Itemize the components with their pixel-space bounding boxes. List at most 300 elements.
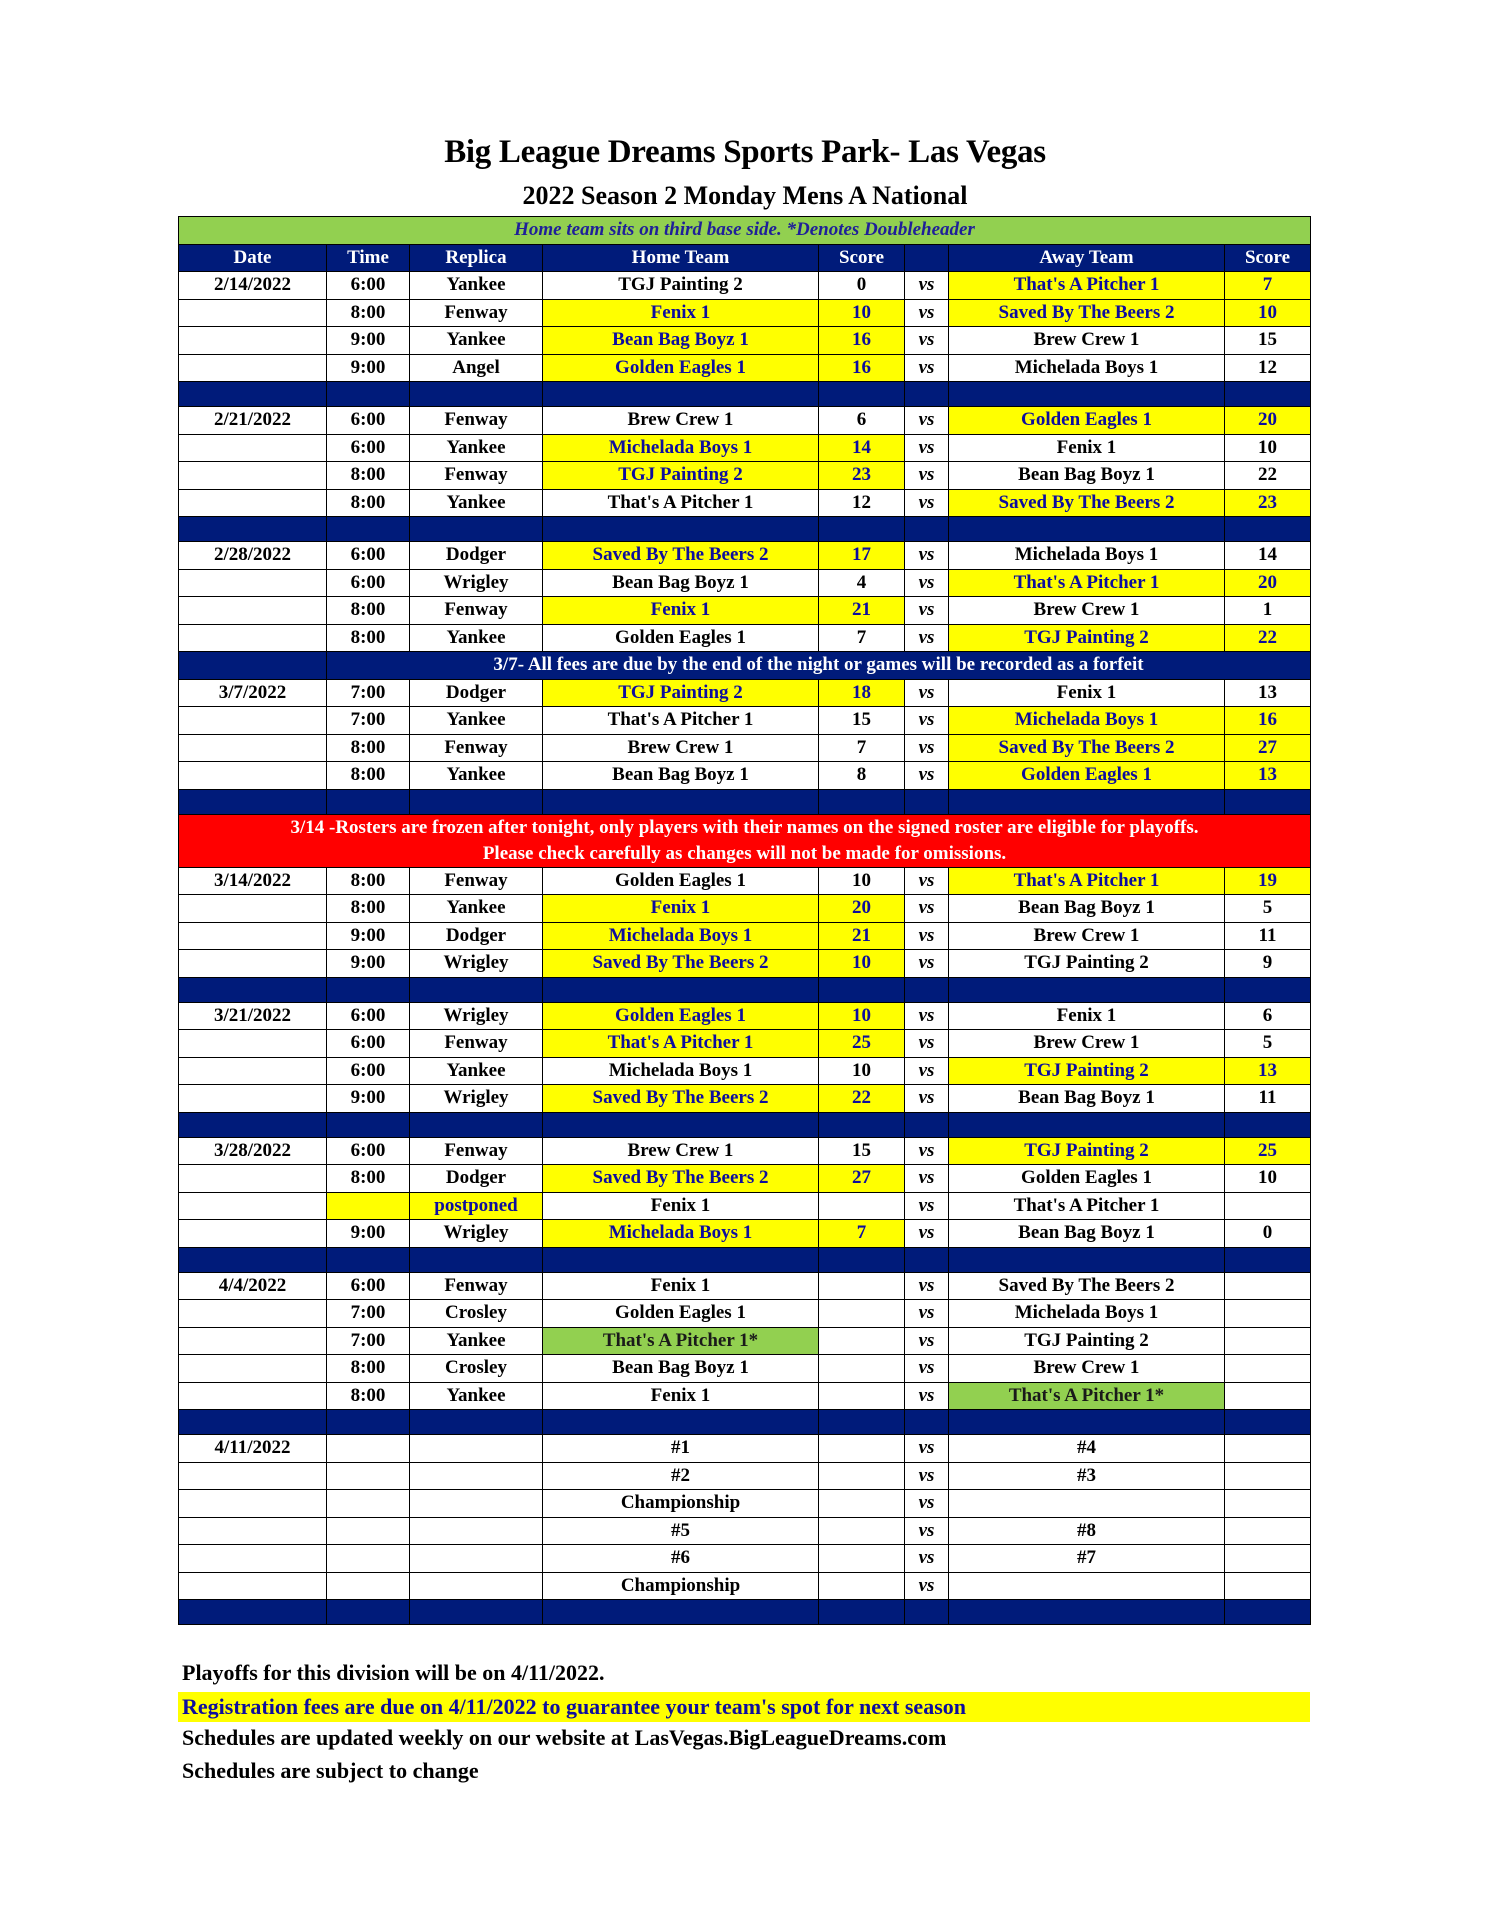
vs-label: vs (905, 597, 949, 625)
home-team: Brew Crew 1 (543, 1137, 819, 1165)
game-date (179, 1545, 327, 1573)
game-field: Fenway (410, 597, 543, 625)
divider-cell (543, 789, 819, 814)
game-date (179, 1572, 327, 1600)
game-row (179, 569, 1311, 597)
away-team: Brew Crew 1 (949, 1355, 1225, 1383)
game-row (179, 597, 1311, 625)
away-score (1225, 1545, 1311, 1573)
away-team: Saved By The Beers 2 (949, 734, 1225, 762)
vs-label: vs (905, 462, 949, 490)
away-team: Saved By The Beers 2 (949, 1272, 1225, 1300)
divider-cell (905, 382, 949, 407)
vs-label: vs (905, 489, 949, 517)
home-team: Saved By The Beers 2 (543, 542, 819, 570)
game-field (410, 1545, 543, 1573)
game-time: 8:00 (327, 762, 410, 790)
divider-cell (1225, 789, 1311, 814)
away-team: Bean Bag Boyz 1 (949, 1220, 1225, 1248)
game-time: 7:00 (327, 1300, 410, 1328)
game-date (179, 1490, 327, 1518)
game-time (327, 1517, 410, 1545)
vs-label: vs (905, 922, 949, 950)
away-score (1225, 1517, 1311, 1545)
game-date (179, 597, 327, 625)
vs-label: vs (905, 895, 949, 923)
divider-cell (1225, 1247, 1311, 1272)
away-team: Brew Crew 1 (949, 327, 1225, 355)
away-team: That's A Pitcher 1* (949, 1382, 1225, 1410)
away-team: Bean Bag Boyz 1 (949, 462, 1225, 490)
divider-cell (1225, 517, 1311, 542)
game-row (179, 1165, 1311, 1193)
away-score (1225, 1300, 1311, 1328)
home-team: Championship (543, 1572, 819, 1600)
away-score: 10 (1225, 434, 1311, 462)
game-time: 8:00 (327, 1382, 410, 1410)
divider-cell (543, 382, 819, 407)
game-field: Dodger (410, 679, 543, 707)
game-time: 8:00 (327, 597, 410, 625)
game-date: 3/21/2022 (179, 1002, 327, 1030)
alert-row (179, 814, 1311, 867)
home-team: Brew Crew 1 (543, 734, 819, 762)
vs-label: vs (905, 1545, 949, 1573)
vs-label: vs (905, 734, 949, 762)
divider-cell (949, 1410, 1225, 1435)
alert-line-2: Please check carefully as changes will not be made for omissions. (482, 842, 1007, 864)
home-score (819, 1462, 905, 1490)
home-team: That's A Pitcher 1 (543, 1030, 819, 1058)
game-row (179, 922, 1311, 950)
home-score: 18 (819, 679, 905, 707)
home-team: Fenix 1 (543, 1192, 819, 1220)
game-time (327, 1545, 410, 1573)
home-score: 27 (819, 1165, 905, 1193)
vs-label: vs (905, 1057, 949, 1085)
header-time: Time (327, 244, 410, 272)
home-team: Bean Bag Boyz 1 (543, 569, 819, 597)
home-team: That's A Pitcher 1 (543, 707, 819, 735)
game-row (179, 542, 1311, 570)
home-team: Golden Eagles 1 (543, 867, 819, 895)
home-score (819, 1382, 905, 1410)
home-team: Golden Eagles 1 (543, 1002, 819, 1030)
header-date: Date (179, 244, 327, 272)
home-score: 15 (819, 707, 905, 735)
game-field: Fenway (410, 867, 543, 895)
game-field: Dodger (410, 1165, 543, 1193)
playoffs-note: Playoffs for this division will be on 4/11/2022. (182, 1660, 605, 1685)
game-date (179, 734, 327, 762)
home-score: 4 (819, 569, 905, 597)
home-team: Golden Eagles 1 (543, 624, 819, 652)
game-date (179, 624, 327, 652)
game-row (179, 895, 1311, 923)
divider-cell (179, 1600, 327, 1625)
game-time: 6:00 (327, 1030, 410, 1058)
away-team: Michelada Boys 1 (949, 354, 1225, 382)
home-score (819, 1300, 905, 1328)
game-row (179, 1355, 1311, 1383)
away-score: 11 (1225, 922, 1311, 950)
game-field: Dodger (410, 922, 543, 950)
divider-cell (543, 1112, 819, 1137)
vs-label: vs (905, 407, 949, 435)
roster-freeze-alert (179, 814, 1311, 867)
vs-label: vs (905, 1490, 949, 1518)
page-title: Big League Dreams Sports Park- Las Vegas (444, 134, 1046, 170)
week-divider (179, 1247, 1311, 1272)
away-score: 25 (1225, 1137, 1311, 1165)
header-home-team: Home Team (543, 244, 819, 272)
home-score: 6 (819, 407, 905, 435)
game-field: Wrigley (410, 1002, 543, 1030)
vs-label: vs (905, 1382, 949, 1410)
divider-cell (1225, 1600, 1311, 1625)
week-divider (179, 382, 1311, 407)
game-date (179, 1327, 327, 1355)
header-away-score: Score (1225, 244, 1311, 272)
game-time: 6:00 (327, 1272, 410, 1300)
away-score: 7 (1225, 272, 1311, 300)
vs-label: vs (905, 354, 949, 382)
away-score: 20 (1225, 407, 1311, 435)
game-time: 9:00 (327, 327, 410, 355)
divider-cell (543, 517, 819, 542)
game-field: Yankee (410, 624, 543, 652)
game-date (179, 1030, 327, 1058)
away-score: 19 (1225, 867, 1311, 895)
game-time: 6:00 (327, 1002, 410, 1030)
home-score: 8 (819, 762, 905, 790)
divider-cell (905, 977, 949, 1002)
game-field: Dodger (410, 542, 543, 570)
game-date (179, 950, 327, 978)
vs-label: vs (905, 1435, 949, 1463)
home-score: 17 (819, 542, 905, 570)
game-time: 6:00 (327, 1137, 410, 1165)
game-time: 8:00 (327, 462, 410, 490)
divider-cell (179, 1112, 327, 1137)
game-time: 8:00 (327, 895, 410, 923)
away-score (1225, 1192, 1311, 1220)
home-team: Fenix 1 (543, 597, 819, 625)
game-row (179, 407, 1311, 435)
game-time (327, 1192, 410, 1220)
divider-cell (179, 789, 327, 814)
divider-cell (819, 1410, 905, 1435)
vs-label: vs (905, 327, 949, 355)
game-row (179, 1382, 1311, 1410)
divider-cell (410, 517, 543, 542)
away-score: 20 (1225, 569, 1311, 597)
game-time: 8:00 (327, 489, 410, 517)
away-score: 22 (1225, 624, 1311, 652)
game-date (179, 922, 327, 950)
game-time: 7:00 (327, 679, 410, 707)
divider-cell (905, 1410, 949, 1435)
divider-cell (410, 1112, 543, 1137)
divider-cell (327, 1410, 410, 1435)
week-divider (179, 1112, 1311, 1137)
game-row (179, 462, 1311, 490)
divider-cell (179, 517, 327, 542)
header-vs (905, 244, 949, 272)
game-row (179, 1435, 1311, 1463)
vs-label: vs (905, 1517, 949, 1545)
game-time: 7:00 (327, 707, 410, 735)
divider-cell (819, 1600, 905, 1625)
game-time (327, 1462, 410, 1490)
game-time: 9:00 (327, 1220, 410, 1248)
game-date: 3/28/2022 (179, 1137, 327, 1165)
game-date (179, 434, 327, 462)
home-score (819, 1327, 905, 1355)
game-date (179, 1192, 327, 1220)
game-date (179, 707, 327, 735)
away-score: 12 (1225, 354, 1311, 382)
vs-label: vs (905, 1220, 949, 1248)
vs-label: vs (905, 762, 949, 790)
divider-cell (410, 1247, 543, 1272)
game-date: 3/7/2022 (179, 679, 327, 707)
home-score: 7 (819, 734, 905, 762)
home-score (819, 1545, 905, 1573)
game-row (179, 867, 1311, 895)
home-team: Michelada Boys 1 (543, 1220, 819, 1248)
game-field: Yankee (410, 434, 543, 462)
game-time: 6:00 (327, 569, 410, 597)
divider-cell (410, 382, 543, 407)
away-team (949, 1572, 1225, 1600)
home-score: 7 (819, 624, 905, 652)
game-row (179, 762, 1311, 790)
divider-cell (327, 382, 410, 407)
divider-cell (327, 789, 410, 814)
away-team: Bean Bag Boyz 1 (949, 1085, 1225, 1113)
home-team: Bean Bag Boyz 1 (543, 762, 819, 790)
home-score: 12 (819, 489, 905, 517)
home-score: 25 (819, 1030, 905, 1058)
game-field: Angel (410, 354, 543, 382)
home-team: Fenix 1 (543, 1272, 819, 1300)
game-date (179, 299, 327, 327)
game-row (179, 734, 1311, 762)
divider-cell (905, 1112, 949, 1137)
vs-label: vs (905, 1572, 949, 1600)
away-team: Saved By The Beers 2 (949, 489, 1225, 517)
home-team: Michelada Boys 1 (543, 434, 819, 462)
away-team: Michelada Boys 1 (949, 542, 1225, 570)
game-field: Fenway (410, 1030, 543, 1058)
divider-cell (179, 382, 327, 407)
vs-label: vs (905, 707, 949, 735)
game-time: 9:00 (327, 1085, 410, 1113)
vs-label: vs (905, 434, 949, 462)
game-date (179, 569, 327, 597)
home-score (819, 1272, 905, 1300)
divider-cell (543, 977, 819, 1002)
game-row (179, 624, 1311, 652)
week-divider (179, 977, 1311, 1002)
game-time: 8:00 (327, 867, 410, 895)
game-time: 8:00 (327, 624, 410, 652)
away-score: 23 (1225, 489, 1311, 517)
away-score: 16 (1225, 707, 1311, 735)
away-score (1225, 1327, 1311, 1355)
vs-label: vs (905, 950, 949, 978)
home-team: Fenix 1 (543, 895, 819, 923)
game-field: Fenway (410, 734, 543, 762)
divider-cell (543, 1600, 819, 1625)
game-field (410, 1435, 543, 1463)
change-note: Schedules are subject to change (182, 1758, 479, 1783)
header-replica: Replica (410, 244, 543, 272)
header-row (179, 244, 1311, 272)
game-row (179, 1057, 1311, 1085)
vs-label: vs (905, 542, 949, 570)
divider-cell (179, 1410, 327, 1435)
divider-cell (179, 1247, 327, 1272)
home-score: 10 (819, 1002, 905, 1030)
home-score: 7 (819, 1220, 905, 1248)
away-team: That's A Pitcher 1 (949, 1192, 1225, 1220)
divider-cell (819, 789, 905, 814)
away-score (1225, 1462, 1311, 1490)
away-team: TGJ Painting 2 (949, 950, 1225, 978)
game-time: 6:00 (327, 1057, 410, 1085)
game-row (179, 1137, 1311, 1165)
announcement-row (179, 652, 1311, 680)
game-row (179, 1272, 1311, 1300)
game-date (179, 762, 327, 790)
game-field: Crosley (410, 1300, 543, 1328)
game-time: 8:00 (327, 1355, 410, 1383)
game-row (179, 1572, 1311, 1600)
game-row (179, 1300, 1311, 1328)
away-team: TGJ Painting 2 (949, 624, 1225, 652)
vs-label: vs (905, 1002, 949, 1030)
away-team: Brew Crew 1 (949, 597, 1225, 625)
home-score: 20 (819, 895, 905, 923)
registration-note: Registration fees are due on 4/11/2022 to guarantee your team's spot for next season (178, 1692, 1310, 1722)
game-field: Yankee (410, 895, 543, 923)
home-team: TGJ Painting 2 (543, 462, 819, 490)
vs-label: vs (905, 679, 949, 707)
game-field: Fenway (410, 407, 543, 435)
header-home-score: Score (819, 244, 905, 272)
vs-label: vs (905, 867, 949, 895)
away-score (1225, 1382, 1311, 1410)
game-date (179, 489, 327, 517)
home-score: 10 (819, 299, 905, 327)
game-date (179, 1085, 327, 1113)
week-divider (179, 789, 1311, 814)
away-team: Fenix 1 (949, 434, 1225, 462)
game-row (179, 1030, 1311, 1058)
home-team: Championship (543, 1490, 819, 1518)
vs-label: vs (905, 624, 949, 652)
divider-cell (543, 1247, 819, 1272)
game-row (179, 489, 1311, 517)
divider-cell (905, 789, 949, 814)
home-score (819, 1517, 905, 1545)
home-team: TGJ Painting 2 (543, 679, 819, 707)
away-score: 15 (1225, 327, 1311, 355)
away-score: 27 (1225, 734, 1311, 762)
away-team: Fenix 1 (949, 1002, 1225, 1030)
game-time (327, 1490, 410, 1518)
game-field: Wrigley (410, 569, 543, 597)
home-team: Michelada Boys 1 (543, 1057, 819, 1085)
vs-label: vs (905, 1300, 949, 1328)
vs-label: vs (905, 1085, 949, 1113)
away-score: 5 (1225, 1030, 1311, 1058)
home-team: #1 (543, 1435, 819, 1463)
away-team: #8 (949, 1517, 1225, 1545)
away-team: TGJ Painting 2 (949, 1137, 1225, 1165)
vs-label: vs (905, 1165, 949, 1193)
game-date (179, 1462, 327, 1490)
divider-cell (543, 1410, 819, 1435)
vs-label: vs (905, 1327, 949, 1355)
game-row (179, 1192, 1311, 1220)
home-team: Michelada Boys 1 (543, 922, 819, 950)
game-field: Yankee (410, 1327, 543, 1355)
website-note: Schedules are updated weekly on our website at LasVegas.BigLeagueDreams.com (182, 1725, 947, 1750)
game-row (179, 1517, 1311, 1545)
vs-label: vs (905, 1192, 949, 1220)
game-row (179, 1545, 1311, 1573)
game-field (410, 1490, 543, 1518)
game-field: postponed (410, 1192, 543, 1220)
divider-cell (949, 789, 1225, 814)
page-subtitle: 2022 Season 2 Monday Mens A National (522, 181, 968, 210)
game-field (410, 1572, 543, 1600)
game-date (179, 1300, 327, 1328)
away-team: That's A Pitcher 1 (949, 569, 1225, 597)
away-score (1225, 1490, 1311, 1518)
home-score: 23 (819, 462, 905, 490)
fee-announcement: 3/7- All fees are due by the end of the night or games will be recorded as a forfeit (327, 652, 1311, 680)
game-field: Wrigley (410, 1220, 543, 1248)
vs-label: vs (905, 299, 949, 327)
divider-cell (949, 382, 1225, 407)
away-score (1225, 1355, 1311, 1383)
divider-cell (905, 517, 949, 542)
game-row (179, 299, 1311, 327)
away-team: #3 (949, 1462, 1225, 1490)
away-team: That's A Pitcher 1 (949, 867, 1225, 895)
divider-cell (819, 382, 905, 407)
game-date (179, 895, 327, 923)
week-divider (179, 517, 1311, 542)
home-team: Golden Eagles 1 (543, 1300, 819, 1328)
away-team: Brew Crew 1 (949, 1030, 1225, 1058)
game-time: 6:00 (327, 407, 410, 435)
home-score (819, 1490, 905, 1518)
game-field: Fenway (410, 462, 543, 490)
divider-cell (327, 1112, 410, 1137)
away-score: 13 (1225, 1057, 1311, 1085)
divider-cell (410, 977, 543, 1002)
divider-cell (1225, 977, 1311, 1002)
away-score: 0 (1225, 1220, 1311, 1248)
game-field: Yankee (410, 1382, 543, 1410)
week-divider (179, 1410, 1311, 1435)
away-team: #4 (949, 1435, 1225, 1463)
